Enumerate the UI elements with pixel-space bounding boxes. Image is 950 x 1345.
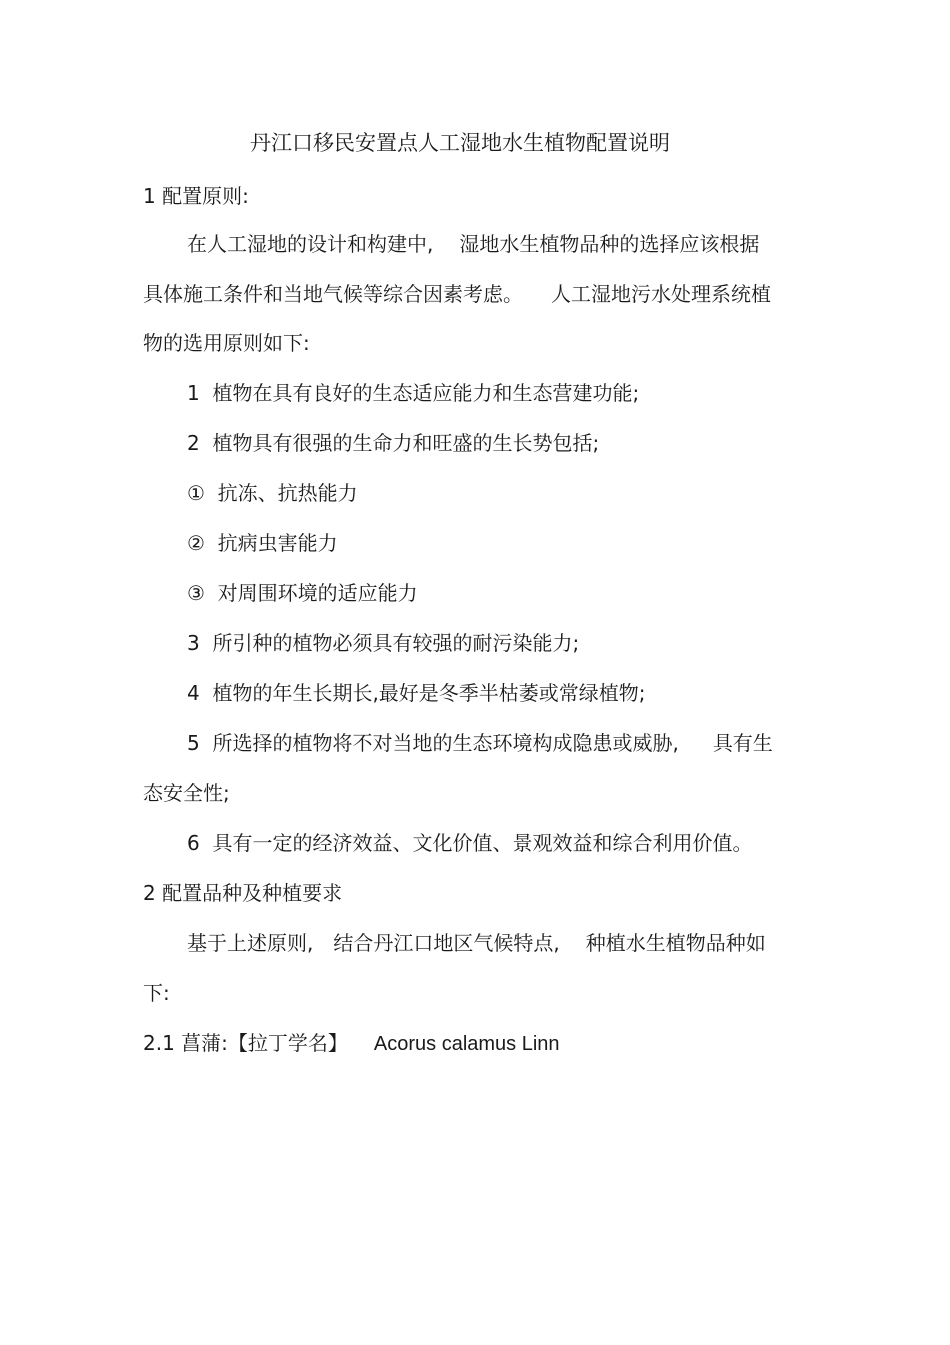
principle-text: 植物的年生长期长,最好是冬季半枯萎或常绿植物; [212,681,646,705]
intro-line-2-part-b: 人工湿地污水处理系统植 [551,282,771,306]
document-title: 丹江口移民安置点人工湿地水生植物配置说明 [250,131,670,155]
principle-5-wrap: 态安全性; [143,781,230,805]
intro-line-2 [143,281,771,307]
principle-number: 6 [187,831,200,855]
latin-name: Acorus calamus Linn [373,1033,560,1055]
principle-number: 2 [187,431,200,455]
principle-number: 4 [187,681,200,705]
sub-item-text: 对周围环境的适应能力 [217,581,418,605]
principle-number: 1 [187,381,200,405]
principle-4 [187,680,646,706]
sub-item-text: 抗冻、抗热能力 [217,481,358,505]
sub-item-3 [187,580,418,606]
sub-item-1 [187,480,358,506]
intro-line-2-part-a: 具体施工条件和当地气候等综合因素考虑。 [143,282,523,306]
circled-number: ① [187,481,205,505]
section2-intro-part-a: 基于上述原则, [187,931,314,955]
intro-line-1 [187,231,759,257]
principle-number: 3 [187,631,200,655]
principle-text-continued: 具有生 [712,731,773,755]
principle-text: 植物在具有良好的生态适应能力和生态营建功能; [212,381,640,405]
principle-1 [187,380,639,406]
subsection-2-1 [143,1030,560,1057]
principle-number: 5 [187,731,200,755]
principle-5 [187,730,773,756]
circled-number: ③ [187,581,205,605]
intro-line-3: 物的选用原则如下: [143,331,310,355]
section1-heading: 1 配置原则: [143,184,249,208]
principle-text: 具有一定的经济效益、文化价值、景观效益和综合利用价值。 [212,831,753,855]
subsection-label: 2.1 菖蒲:【拉丁学名】 [143,1031,348,1055]
principle-text: 所引种的植物必须具有较强的耐污染能力; [212,631,580,655]
intro-line-1-part-a: 在人工湿地的设计和构建中, [187,232,434,256]
sub-item-2 [187,530,338,556]
circled-number: ② [187,531,205,555]
principle-text: 植物具有很强的生命力和旺盛的生长势包括; [212,431,600,455]
intro-line-1-part-b: 湿地水生植物品种的选择应该根据 [459,232,760,256]
principle-6 [187,830,752,856]
section2-intro-line-2: 下: [143,981,170,1005]
section2-intro-part-b: 结合丹江口地区气候特点, [333,931,560,955]
section2-intro-part-c: 种植水生植物品种如 [585,931,766,955]
section2-heading: 2 配置品种及种植要求 [143,881,343,905]
section2-intro-line-1 [187,930,766,956]
principle-text: 所选择的植物将不对当地的生态环境构成隐患或威胁, [212,731,679,755]
principle-3 [187,630,579,656]
principle-2 [187,430,599,456]
sub-item-text: 抗病虫害能力 [217,531,338,555]
